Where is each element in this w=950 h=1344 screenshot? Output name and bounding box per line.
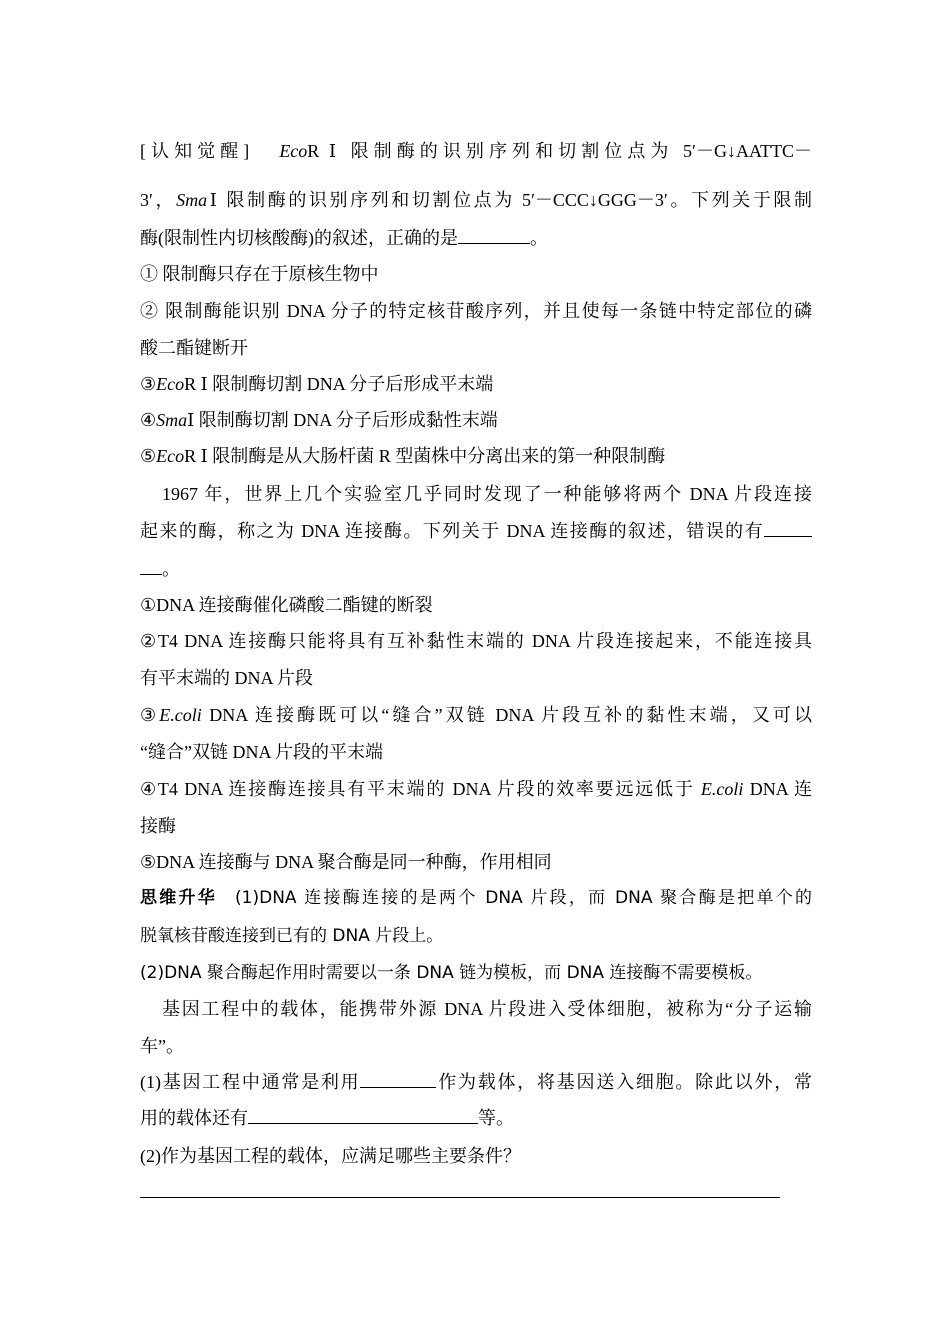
q1-tag: [认知觉醒] [140, 141, 250, 161]
thinking-line-1 [140, 885, 812, 911]
answer-blank[interactable] [458, 225, 530, 244]
answer-blank[interactable] [764, 518, 812, 537]
q1-sma-italic: Sma [156, 410, 188, 430]
option-number: ④ [140, 410, 157, 430]
q1-eco-italic: Eco [156, 446, 185, 466]
thinking-text: (1)DNA 连接酶连接的是两个 DNA 片段，而 DNA 聚合酶是把单个的 [235, 888, 812, 908]
q3-intro-line-2: 车”。 [140, 1036, 184, 1056]
thinking-line-3: (2)DNA 聚合酶起作用时需要以一条 DNA 链为模板，而 DNA 连接酶不需要模板。 [140, 963, 763, 983]
q3-text: 作为载体，将基因送入细胞。除此以外，常 [436, 1072, 812, 1092]
q2-option-2-line-1: ②T4 DNA 连接酶只能将具有互补黏性末端的 DNA 片段连接起来，不能连接具 [140, 631, 812, 651]
q1-option-1: ① 限制酶只存在于原核生物中 [140, 264, 379, 284]
q2-option-4-line-2: 接酶 [140, 816, 176, 836]
option-text: DNA 连接酶既可以“缝合”双链 DNA 片段互补的黏性末端，又可以 [201, 705, 812, 725]
q2-option-3-line-1 [140, 702, 812, 728]
q3-part-2: (2)作为基因工程的载体，应满足哪些主要条件？ [140, 1146, 521, 1166]
q1-eco-italic: Eco [156, 374, 185, 394]
q1-stem-part-1: R Ⅰ 限制酶的识别序列和切割位点为 5′－G↓AATTC－ [307, 141, 812, 161]
q2-option-3-line-2: “缝合”双链 DNA 片段的平末端 [140, 742, 383, 762]
q1-stem-part-3: 酶(限制性内切核酸酶)的叙述，正确的是 [140, 228, 458, 248]
option-text: DNA 连 [743, 779, 812, 799]
ecoli-italic: E.coli [700, 779, 744, 799]
option-number: ③ [140, 705, 160, 725]
ecoli-italic: E.coli [159, 705, 202, 725]
q1-three-prime: 3′， [140, 190, 177, 210]
q2-option-4-line-1 [140, 776, 812, 802]
q3-text: 等。 [478, 1108, 514, 1128]
q1-option-4 [140, 407, 812, 433]
q1-period: 。 [530, 228, 548, 248]
option-number: ③ [140, 374, 157, 394]
q2-stem-part: 起来的酶，称之为 DNA 连接酶。下列关于 DNA 连接酶的叙述，错误的有 [140, 521, 764, 541]
option-number: ⑤ [140, 446, 157, 466]
q1-stem-line-1 [140, 138, 812, 164]
option-text: Ⅰ 限制酶切割 DNA 分子后形成黏性末端 [187, 410, 498, 430]
q1-stem-line-2 [140, 187, 812, 213]
option-text: R Ⅰ 限制酶切割 DNA 分子后形成平末端 [184, 374, 494, 394]
q1-eco-italic: Eco [279, 141, 308, 161]
answer-blank[interactable] [360, 1069, 436, 1088]
q3-intro-line-1: 基因工程中的载体，能携带外源 DNA 片段进入受体细胞，被称为“分子运输 [162, 999, 812, 1019]
thinking-line-2: 脱氧核苷酸连接到已有的 DNA 片段上。 [140, 926, 444, 946]
q1-option-3 [140, 371, 812, 397]
answer-line[interactable] [140, 1197, 780, 1198]
q3-text: (1)基因工程中通常是利用 [140, 1072, 361, 1092]
q2-stem-line-3 [140, 556, 812, 582]
q1-option-2-line-1: ② 限制酶能识别 DNA 分子的特定核苷酸序列，并且使每一条链中特定部位的磷 [140, 301, 812, 321]
q2-option-1: ①DNA 连接酶催化磷酸二酯键的断裂 [140, 595, 433, 615]
q3-part-1-line-2 [140, 1105, 812, 1131]
q2-option-5: ⑤DNA 连接酶与 DNA 聚合酶是同一种酶，作用相同 [140, 852, 552, 872]
option-text: R Ⅰ 限制酶是从大肠杆菌 R 型菌株中分离出来的第一种限制酶 [184, 446, 666, 466]
q2-option-2-line-2: 有平末端的 DNA 片段 [140, 668, 314, 688]
thinking-label: 思维升华 [140, 888, 218, 908]
q2-period: 。 [162, 559, 180, 579]
q1-sma-italic: Sma [176, 190, 208, 210]
q3-text: 用的载体还有 [140, 1108, 248, 1128]
q3-part-1-line-1 [140, 1069, 812, 1095]
q1-stem-part-2: Ⅰ 限制酶的识别序列和切割位点为 5′－CCC↓GGG－3′。下列关于限制 [207, 190, 813, 210]
q1-option-5 [140, 443, 812, 469]
answer-blank-continued[interactable] [140, 556, 162, 575]
answer-blank[interactable] [248, 1105, 478, 1124]
q2-stem-line-1: 1967 年，世界上几个实验室几乎同时发现了一种能够将两个 DNA 片段连接 [162, 484, 812, 504]
q1-option-2-line-2: 酸二酯键断开 [140, 338, 248, 358]
q1-stem-line-3 [140, 225, 812, 251]
option-text: ④T4 DNA 连接酶连接具有平末端的 DNA 片段的效率要远远低于 [140, 779, 701, 799]
q2-stem-line-2 [140, 518, 812, 544]
